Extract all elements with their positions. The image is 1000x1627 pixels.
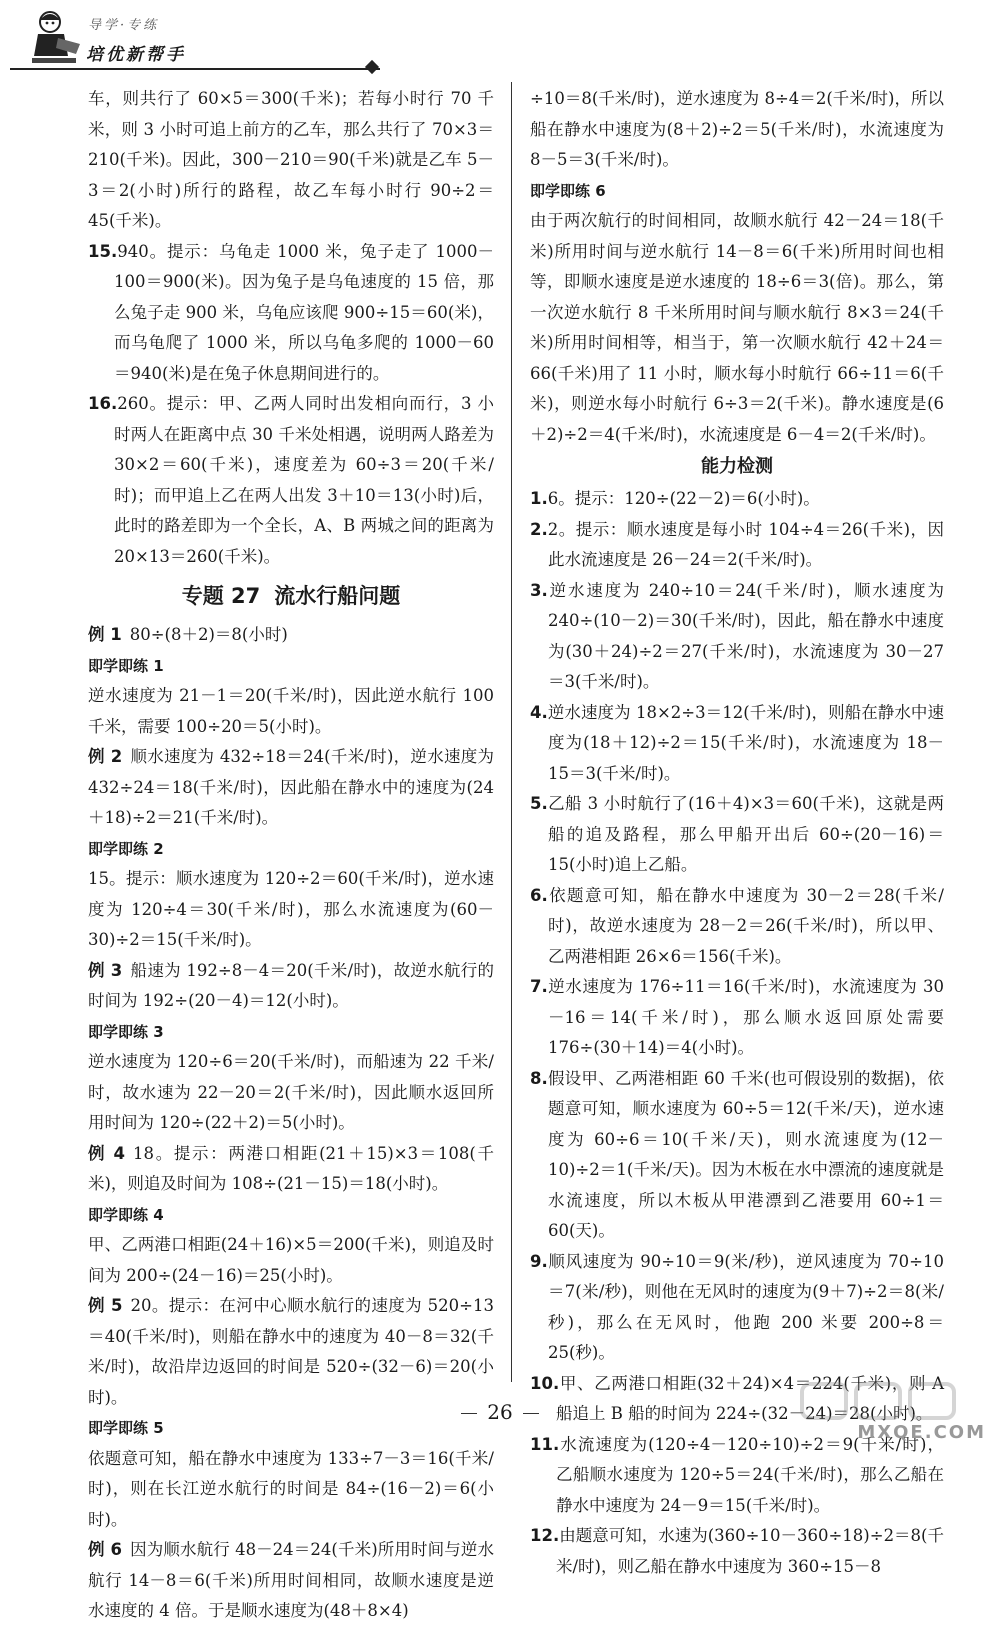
practice-3-text: 逆水速度为 120÷6＝20(千米/时)，而船速为 22 千米/时，故水速为 22－20＝2(千米/时)，因此顺水返回所用时间为 120÷(22＋2)＝5(小时)。 <box>88 1052 494 1132</box>
example-1 <box>88 620 494 651</box>
item-number: 2. <box>530 519 548 539</box>
item-text: 依题意可知，船在静水中速度为 30－2＝28(千米/时)，故逆水速度为 28－2＝26(千米/时)，所以甲、乙两港相距 26×6＝156(千米)。 <box>547 885 944 966</box>
item-number: 4. <box>530 702 548 722</box>
answer-number: 15. <box>88 241 118 261</box>
page-header <box>0 0 1000 80</box>
practice-5-text: 依题意可知，船在静水中速度为 133÷7－3＝16(千米/时)，则在长江逆水航行的时间是 84÷(16－2)＝6(小时)。 <box>88 1448 494 1529</box>
practice-1-text: 逆水速度为 21－1＝20(千米/时)，因此逆水航行 100 千米，需要 100÷20＝5(小时)。 <box>88 686 494 736</box>
list-item <box>530 515 944 576</box>
example-label: 例 4 <box>88 1143 126 1163</box>
item-text: 2。提示：顺水速度是每小时 104÷4＝26(千米)，因此水流速度是 26－24＝2(千米/时)。 <box>547 519 944 569</box>
continued-answer-14: 车，则共行了 60×5＝300(千米)；若每小时行 70 千米，则 3 小时可追上前方的乙车，那么共行了 70×3＝210(千米)。因此，300－210＝90(千米)就是乙车 5－3＝2(小时)所行的路程，故乙车每小时行 90÷2＝45(千米)。 <box>88 89 494 230</box>
practice-4-text: 甲、乙两港口相距(24＋16)×5＝200(千米)，则追及时间为 200÷(24－16)＝25(小时)。 <box>88 1235 494 1285</box>
header-rule <box>10 68 380 70</box>
item-number: 1. <box>530 489 548 508</box>
example-label: 例 3 <box>88 960 123 980</box>
item-number: 6. <box>530 885 548 905</box>
diamond-icon <box>365 60 379 74</box>
item-text: 乙船 3 小时航行了(16＋4)×3＝60(千米)，这就是两船的追及路程，那么甲船开出后 60÷(20－16)＝15(小时)追上乙船。 <box>547 794 944 874</box>
watermark-text: MXQE.COM <box>857 1422 986 1443</box>
item-text: 假设甲、乙两港相距 60 千米(也可假设别的数据)，依题意可知，顺水速度为 60÷5＝12(千米/天)，逆水速度为 60÷6＝10(千米/天)，则水流速度为(12－10)÷2＝1(千米/天)。因为木板在水中漂流的速度就是水流速度，所以木板从甲港漂到乙港要用 60÷1＝60(天)。 <box>547 1068 944 1240</box>
list-item <box>530 484 944 515</box>
list-item <box>530 881 944 973</box>
header-title: 培优新帮手 <box>86 45 186 65</box>
example-5 <box>88 1291 494 1413</box>
item-number: 11. <box>530 1434 560 1454</box>
page-number-text: 26 <box>487 1400 513 1424</box>
list-item <box>530 972 944 1064</box>
answer-text: 260。提示：甲、乙两人同时出发相向而行，3 小时两人在距离中点 30 千米处相遇，说明两人路差为 30×2＝60(千米)，速度差为 60÷3＝20(千米/时)；而甲追上乙在两人出发 3＋10＝13(小时)后，此时的路差即为一个全长，A、B 两城之间的距离为 20×13＝260(千米)。 <box>114 394 494 566</box>
topic-title: 流水行船问题 <box>274 584 401 608</box>
practice-2-text: 15。提示：顺水速度为 120÷2＝60(千米/时)，逆水速度为 120÷4＝30(千米/时)，那么水流速度为(60－30)÷2＝15(千米/时)。 <box>88 869 494 949</box>
item-number: 3. <box>530 580 548 600</box>
dash-right <box>523 1413 539 1414</box>
answer-15 <box>88 237 494 390</box>
practice-5-label: 即学即练 5 <box>88 1419 164 1437</box>
example-label: 例 2 <box>88 747 123 766</box>
answer-text: 940。提示：乌龟走 1000 米，兔子走了 1000－100＝900(米)。因为兔子是乌龟速度的 15 倍，那么兔子走 900 米，乌龟应该爬 900÷15＝60(米)，而乌龟爬了 1000 米，所以乌龟多爬的 1000－60＝940(米)是在兔子休息期间进行的。 <box>114 241 494 383</box>
practice-1-label: 即学即练 1 <box>88 656 164 675</box>
example-label: 例 1 <box>88 625 122 644</box>
example-label: 例 5 <box>88 1296 123 1315</box>
section-title: 能力检测 <box>701 456 773 477</box>
practice-6-text: 由于两次航行的时间相同，故顺水航行 42－24＝18(千米)所用时间与逆水航行 14－8＝6(千米)所用时间也相等，即顺水速度是逆水速度的 18÷6＝3(倍)。那么，第一次逆水航行 8 千米所用时间与顺水航行 8×3＝24(千米)所用时间相等，相当于，第一次顺水航行 42＋24＝66(千米)用了 11 小时，顺水每小时航行 66÷11＝6(千米)，则逆水每小时航行 6÷3＝2(千米)。静水速度是(6＋2)÷2＝4(千米/时)，水流速度是 6－4＝2(千米/时)。 <box>530 211 944 444</box>
list-item <box>530 1521 944 1582</box>
item-text: 逆水速度为 18×2÷3＝12(千米/时)，则船在静水中速度为(18＋12)÷2＝15(千米/时)，水流速度为 18－15＝3(千米/时)。 <box>547 702 944 783</box>
dash-left <box>461 1413 477 1414</box>
header-subtitle: 导学·专练 <box>88 18 160 33</box>
item-text: 甲、乙两港口相距(32＋24)×4＝224(千米)，则 A 船追上 B 船的时间为 224÷(32－24)＝28(小时)。 <box>556 1373 944 1423</box>
cartoon-student-logo-icon <box>28 8 86 66</box>
item-text: 顺风速度为 90÷10＝9(米/秒)，逆风速度为 70÷10＝7(米/秒)，则他在无风时的速度为(9＋7)÷2＝8(米/秒)，那么在无风时，他跑 200 米要 200÷8＝25(秒)。 <box>547 1251 944 1362</box>
right-column <box>530 84 944 1582</box>
example-text: 船速为 192÷8－4＝20(千米/时)，故逆水航行的时间为 192÷(20－4)＝12(小时)。 <box>88 960 494 1010</box>
list-item <box>530 698 944 790</box>
item-text: 逆水速度为 240÷10＝24(千米/时)，顺水速度为 240÷(10－2)＝30(千米/时)，因此，船在静水中速度为(30＋24)÷2＝27(千米/时)，水流速度为 30－27＝3(千米/时)。 <box>547 580 944 691</box>
example-label: 例 6 <box>88 1540 122 1559</box>
item-text: 6。提示：120÷(22－2)＝6(小时)。 <box>547 489 820 508</box>
example-4 <box>88 1139 494 1200</box>
example-text: 顺水速度为 432÷18＝24(千米/时)，逆水速度为 432÷24＝18(千米/时)，因此船在静水中的速度为(24＋18)÷2＝21(千米/时)。 <box>88 747 494 827</box>
list-item <box>530 1064 944 1247</box>
example-3 <box>88 956 494 1017</box>
item-number: 12. <box>530 1526 560 1545</box>
column-divider <box>511 82 512 1382</box>
example-text: 因为顺水航行 48－24＝24(千米)所用时间与逆水航行 14－8＝6(千米)所用时间相同，故顺水速度是逆水速度的 4 倍。于是顺水速度为(48＋8×4) <box>88 1540 494 1620</box>
answer-16 <box>88 389 494 572</box>
item-number: 8. <box>530 1068 548 1088</box>
continued-example-6: ÷10＝8(千米/时)，逆水速度为 8÷4＝2(千米/时)，所以船在静水中速度为(8＋2)÷2＝5(千米/时)，水流速度为 8－5＝3(千米/时)。 <box>530 89 944 169</box>
item-text: 由题意可知，水速为(360÷10－360÷18)÷2＝8(千米/时)，则乙船在静水中速度为 360÷15－8 <box>556 1526 944 1576</box>
item-number: 9. <box>530 1251 548 1271</box>
practice-3-label: 即学即练 3 <box>88 1022 164 1041</box>
example-text: 80÷(8＋2)＝8(小时) <box>129 625 288 644</box>
list-item <box>530 1247 944 1369</box>
practice-6-label: 即学即练 6 <box>530 181 606 200</box>
item-number: 7. <box>530 977 548 996</box>
practice-2-label: 即学即练 2 <box>88 839 164 858</box>
example-text: 20。提示：在河中心顺水航行的速度为 520÷13＝40(千米/时)，则船在静水中的速度为 40－8＝32(千米/时)，故沿岸边返回的时间是 520÷(32－6)＝20(小时)。 <box>88 1296 494 1407</box>
list-item <box>530 576 944 698</box>
item-text: 水流速度为(120÷4－120÷10)÷2＝9(千米/时)，乙船顺水速度为 120÷5＝24(千米/时)，那么乙船在静水中速度为 24－9＝15(千米/时)。 <box>556 1434 944 1515</box>
answer-number: 16. <box>88 394 118 413</box>
list-item <box>530 789 944 881</box>
topic-heading <box>88 574 494 618</box>
practice-4-label: 即学即练 4 <box>88 1205 164 1224</box>
item-number: 5. <box>530 794 548 813</box>
item-number: 10. <box>530 1373 560 1393</box>
example-6 <box>88 1535 494 1627</box>
example-text: 18。提示：两港口相距(21＋15)×3＝108(千米)，则追及时间为 108÷(21－15)＝18(小时)。 <box>88 1143 494 1193</box>
item-text: 逆水速度为 176÷11＝16(千米/时)，水流速度为 30－16＝14(千米/时)，那么顺水返回原处需要 176÷(30＋14)＝4(小时)。 <box>547 977 944 1057</box>
example-2 <box>88 742 494 834</box>
list-item <box>530 1430 944 1522</box>
left-column <box>88 84 494 1627</box>
topic-number: 专题 27 <box>181 584 261 608</box>
